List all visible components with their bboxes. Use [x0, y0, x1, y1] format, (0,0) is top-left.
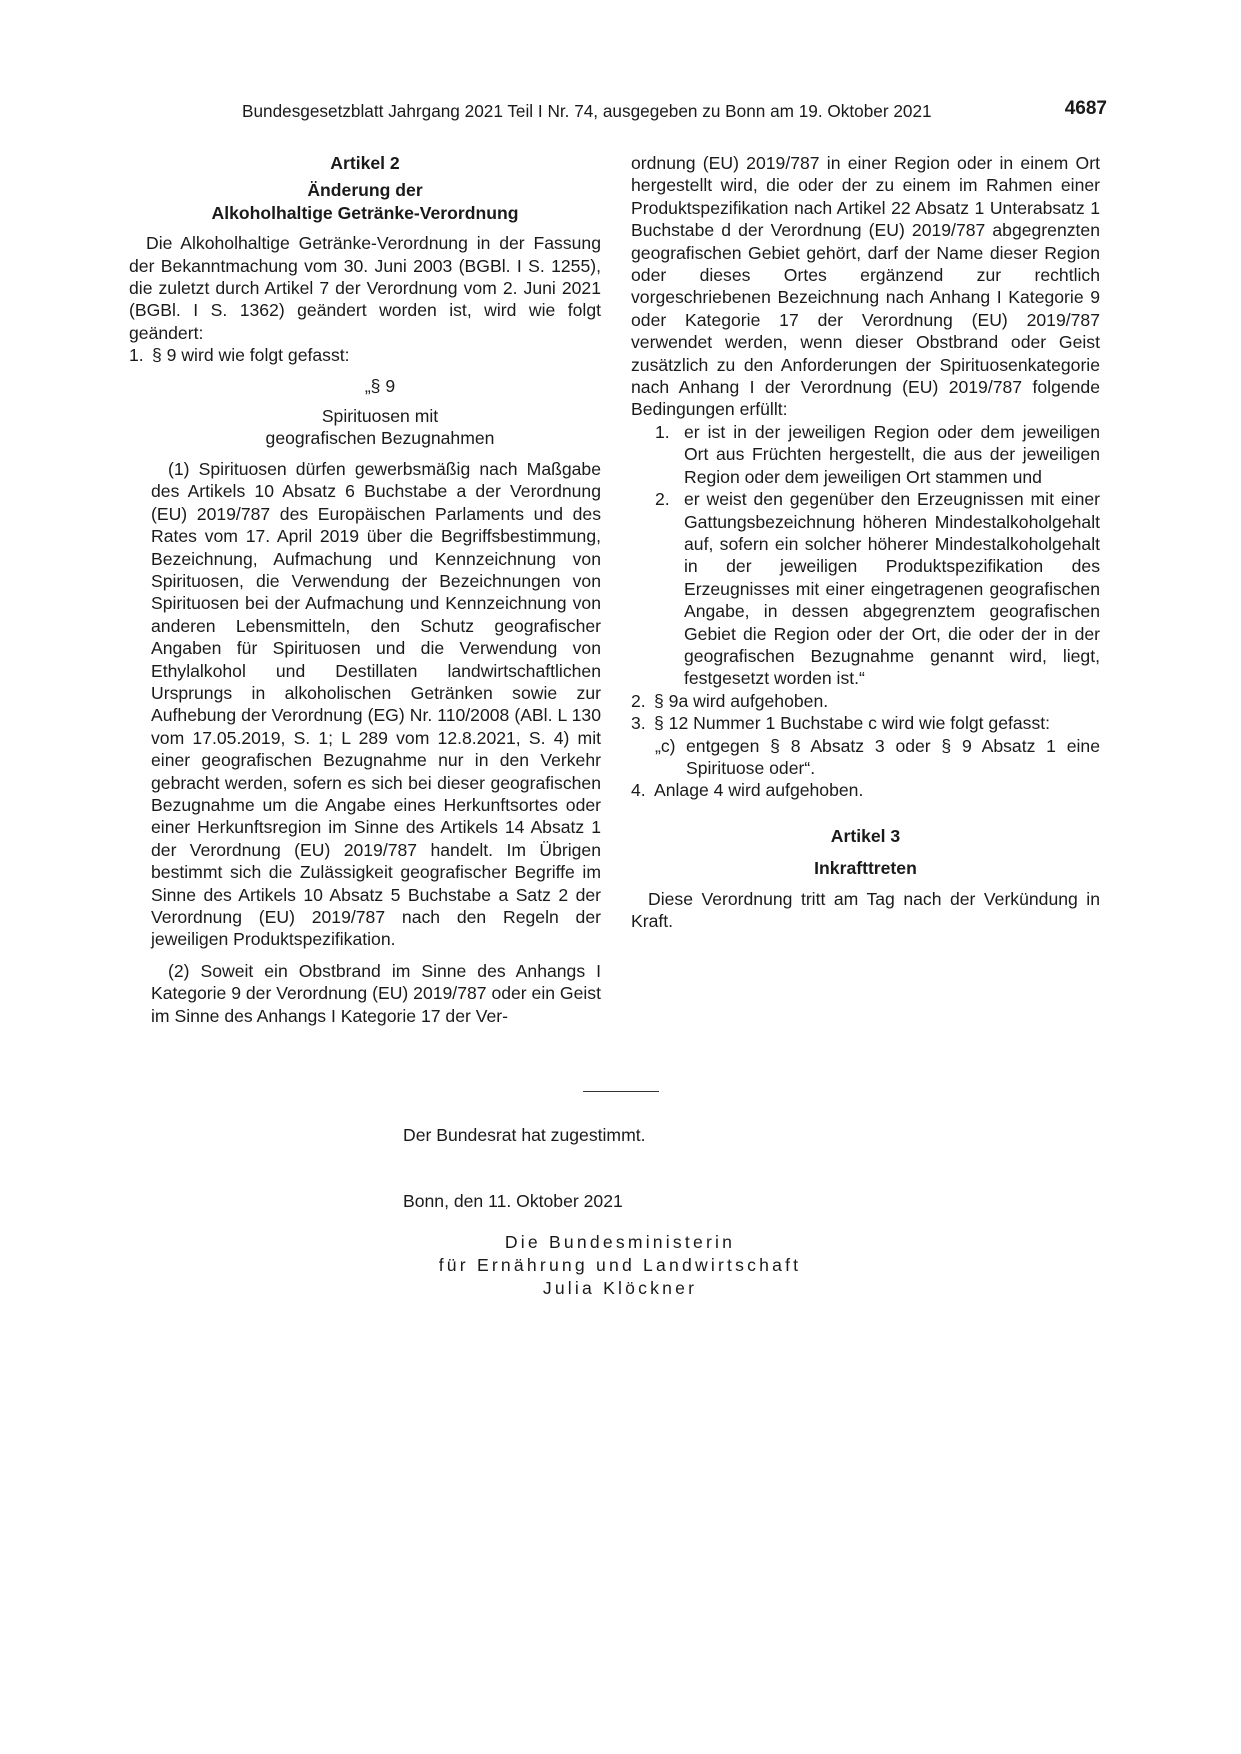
- left-column: [129, 152, 601, 1027]
- list-item-text: § 9a wird aufgehoben.: [654, 690, 829, 711]
- list-item-text: § 9 wird wie folgt gefasst:: [152, 345, 350, 366]
- bundesrat-consent: Der Bundesrat hat zugestimmt.: [403, 1125, 646, 1145]
- condition-number: 1.: [655, 421, 670, 442]
- condition-number: 2.: [655, 489, 670, 510]
- subitem-label: „c): [655, 735, 676, 756]
- artikel2-intro: Die Alkoholhaltige Getränke-Verordnung in der Fassung der Bekanntmachung vom 30. Juni 2003 (BGBl. I S. 1255), die zuletzt durch Artikel 7 der Verordnung vom 2. Juni 2021 (BGBl. I S. 1362) geändert worden ist, wird wie folgt geändert:: [129, 233, 601, 343]
- page-number: 4687: [1064, 98, 1107, 119]
- signatory-name: Julia Klöckner: [542, 1278, 698, 1298]
- artikel2-heading: Artikel 2: [330, 153, 400, 173]
- condition-text: er ist in der jeweiligen Region oder dem jeweiligen Ort aus Früchten hergestellt, die aus der jeweiligen Region oder dem jeweiligen Ort stammen und: [684, 421, 1100, 487]
- subitem-text: entgegen § 8 Absatz 3 oder § 9 Absatz 1 eine Spirituose oder“.: [686, 735, 1100, 778]
- condition-item-2: [631, 488, 1100, 690]
- right-column: [631, 152, 1100, 932]
- signatory-title-line2: für Ernährung und Landwirtschaft: [438, 1255, 802, 1275]
- artikel2-title-line1: Änderung der: [307, 180, 423, 201]
- page-header: [0, 100, 1241, 124]
- list-item-number: 1.: [129, 345, 144, 366]
- condition-item-1: [631, 421, 1100, 488]
- artikel2-title-line2: Alkoholhaltige Getränke-Verordnung: [211, 202, 519, 223]
- list-item-3: [631, 712, 1100, 734]
- artikel3-title: Inkrafttreten: [814, 858, 917, 879]
- list-subitem-c: [631, 735, 1100, 780]
- place-date: Bonn, den 11. Oktober 2021: [403, 1191, 623, 1211]
- list-item-1: [129, 344, 601, 366]
- header-title: Bundesgesetzblatt Jahrgang 2021 Teil I Nr. 74, ausgegeben zu Bonn am 19. Oktober 2021: [242, 101, 932, 121]
- absatz-1: (1) Spirituosen dürfen gewerbsmäßig nach Maßgabe des Artikels 10 Absatz 6 Buchstabe a der Verordnung (EU) 2019/787 des Europäischen Parlaments und des Rates vom 17. April 2019 über die Begriffsbestimmung, Bezeichnung, Aufmachung und Kennzeichnung von Spirituosen, die Verwendung der Bezeichnungen von Spirituosen bei der Aufmachung und Kennzeichnung von anderen Lebensmitteln, den Schutz geografischer Angaben für Spirituosen und die Verwendung von Ethylalkohol und Destillaten landwirtschaftlichen Ursprungs in alkoholischen Getränken sowie zur Aufhebung der Verordnung (EG) Nr. 110/2008 (ABl. L 130 vom 17.05.2019, S. 1; L 289 vom 12.8.2021, S. 4) mit einer geografischen Bezugnahme nur in den Verkehr gebracht werden, sofern es sich bei dieser geografischen Bezugnahme um die Angabe eines Herkunftsortes oder einer Herkunftsregion im Sinne des Artikels 14 Absatz 1 der Verordnung (EU) 2019/787 handelt. Im Übrigen bestimmt sich die Zulässigkeit geografischer Begriffe im Sinne des Artikels 10 Absatz 5 Buchstabe a Satz 2 der Verordnung (EU) 2019/787 nach den Regeln der jeweiligen Produktspezifikation.: [151, 458, 601, 950]
- paragraph-sign: „§ 9: [364, 375, 396, 396]
- list-item-number: 2.: [631, 690, 646, 711]
- paragraph-title-line2: geografischen Bezugnahmen: [265, 428, 495, 449]
- list-item-number: 3.: [631, 713, 646, 734]
- artikel3-text: Diese Verordnung tritt am Tag nach der Verkündung in Kraft.: [631, 888, 1100, 931]
- list-item-2: [631, 690, 1100, 712]
- list-item-text: § 12 Nummer 1 Buchstabe c wird wie folgt gefasst:: [654, 713, 1051, 734]
- list-item-4: [631, 779, 1100, 801]
- artikel3-heading: Artikel 3: [830, 825, 901, 846]
- list-item-number: 4.: [631, 780, 646, 801]
- list-item-text: Anlage 4 wird aufgehoben.: [654, 780, 864, 801]
- signatory-title-line1: Die Bundesministerin: [504, 1232, 736, 1252]
- divider-line: [583, 1091, 659, 1092]
- condition-text: er weist den gegenüber den Erzeugnissen mit einer Gattungsbezeichnung höheren Mindestalkoholgehalt auf, sofern ein solcher höherer Mindestalkoholgehalt in der jeweiligen Produktspezifikation des Erzeugnisses mit einer eingetragenen geografischen Angabe, in dessen abgegrenztem geografischen Gebiet die Region oder der Ort, die oder der in der geografischen Bezugnahme genannt wird, liegt, festgesetzt worden ist.“: [684, 489, 1100, 689]
- absatz-2-continued: ordnung (EU) 2019/787 in einer Region oder in einem Ort hergestellt wird, die oder der zu einem im Rahmen einer Produktspezifikation nach Artikel 22 Absatz 1 Unterabsatz 1 Buchstabe d der Verordnung (EU) 2019/787 abgegrenzten geografischen Gebiet gehört, darf der Name dieser Region oder dieses Ortes ergänzend zur rechtlich vorgeschriebenen Bezeichnung nach Anhang I Kategorie 9 oder Kategorie 17 der Verordnung (EU) 2019/787 verwendet werden, wenn dieser Obstbrand oder Geist zusätzlich zu den Anforderungen der Spirituosenkategorie nach Anhang I der Verordnung (EU) 2019/787 folgende Bedingungen erfüllt:: [631, 153, 1100, 420]
- absatz-2-start: (2) Soweit ein Obstbrand im Sinne des Anhangs I Kategorie 9 der Verordnung (EU) 2019/787 oder ein Geist im Sinne des Anhangs I Kategorie 17 der Ver-: [151, 960, 601, 1026]
- paragraph-title-line1: Spirituosen mit: [321, 406, 439, 427]
